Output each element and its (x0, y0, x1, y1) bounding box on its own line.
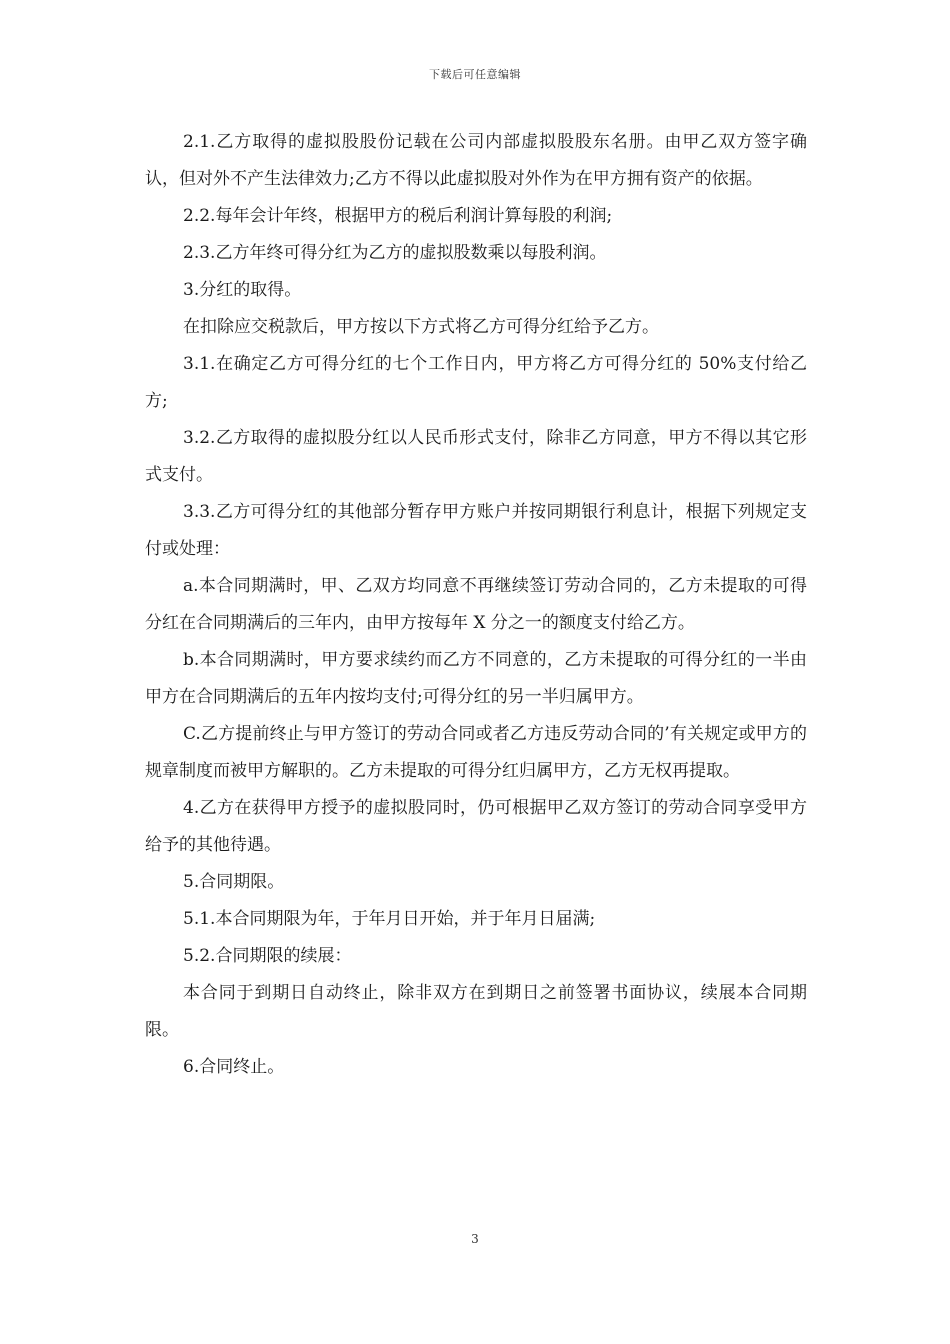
document-body (145, 124, 807, 1086)
paragraph-2-1: 2.1.乙方取得的虚拟股股份记载在公司内部虚拟股股东名册。由甲乙双方签字确认，但对外不产生法律效力;乙方不得以此虚拟股对外作为在甲方拥有资产的依据。 (145, 132, 807, 189)
paragraph-4: 4.乙方在获得甲方授予的虚拟股同时，仍可根据甲乙双方签订的劳动合同享受甲方给予的其他待遇。 (145, 798, 807, 855)
paragraph-2-3: 2.3.乙方年终可得分红为乙方的虚拟股数乘以每股利润。 (183, 243, 607, 263)
paragraph-3-1: 3.1.在确定乙方可得分红的七个工作日内，甲方将乙方可得分红的 50%支付给乙方; (145, 354, 807, 411)
paragraph-5-2-detail: 本合同于到期日自动终止，除非双方在到期日之前签署书面协议，续展本合同期限。 (145, 983, 807, 1040)
section-heading-3: 3.分红的取得。 (183, 280, 302, 300)
section-heading-5: 5.合同期限。 (183, 872, 285, 892)
page-header: 下载后可任意编辑 (429, 68, 521, 81)
paragraph-3-3-a: a.本合同期满时，甲、乙双方均同意不再继续签订劳动合同的，乙方未提取的可得分红在合同期满后的三年内，由甲方按每年 X 分之一的额度支付给乙方。 (145, 576, 807, 633)
paragraph-3-3-c: C.乙方提前终止与甲方签订的劳动合同或者乙方违反劳动合同的’有关规定或甲方的规章制度而被甲方解职的。乙方未提取的可得分红归属甲方，乙方无权再提取。 (145, 724, 807, 781)
paragraph-5-1: 5.1.本合同期限为年，于年月日开始，并于年月日届满; (183, 909, 596, 929)
paragraph-5-2: 5.2.合同期限的续展： (183, 946, 352, 966)
paragraph-3-3: 3.3.乙方可得分红的其他部分暂存甲方账户并按同期银行利息计，根据下列规定支付或处理： (145, 502, 807, 559)
page-number: 3 (471, 1232, 479, 1246)
paragraph-3-intro: 在扣除应交税款后，甲方按以下方式将乙方可得分红给予乙方。 (183, 317, 659, 337)
paragraph-2-2: 2.2.每年会计年终，根据甲方的税后利润计算每股的利润; (183, 206, 613, 226)
paragraph-3-3-b: b.本合同期满时，甲方要求续约而乙方不同意的，乙方未提取的可得分红的一半由甲方在合同期满后的五年内按均支付;可得分红的另一半归属甲方。 (145, 650, 807, 707)
paragraph-3-2: 3.2.乙方取得的虚拟股分红以人民币形式支付，除非乙方同意，甲方不得以其它形式支付。 (145, 428, 807, 485)
section-heading-6: 6.合同终止。 (183, 1057, 285, 1077)
